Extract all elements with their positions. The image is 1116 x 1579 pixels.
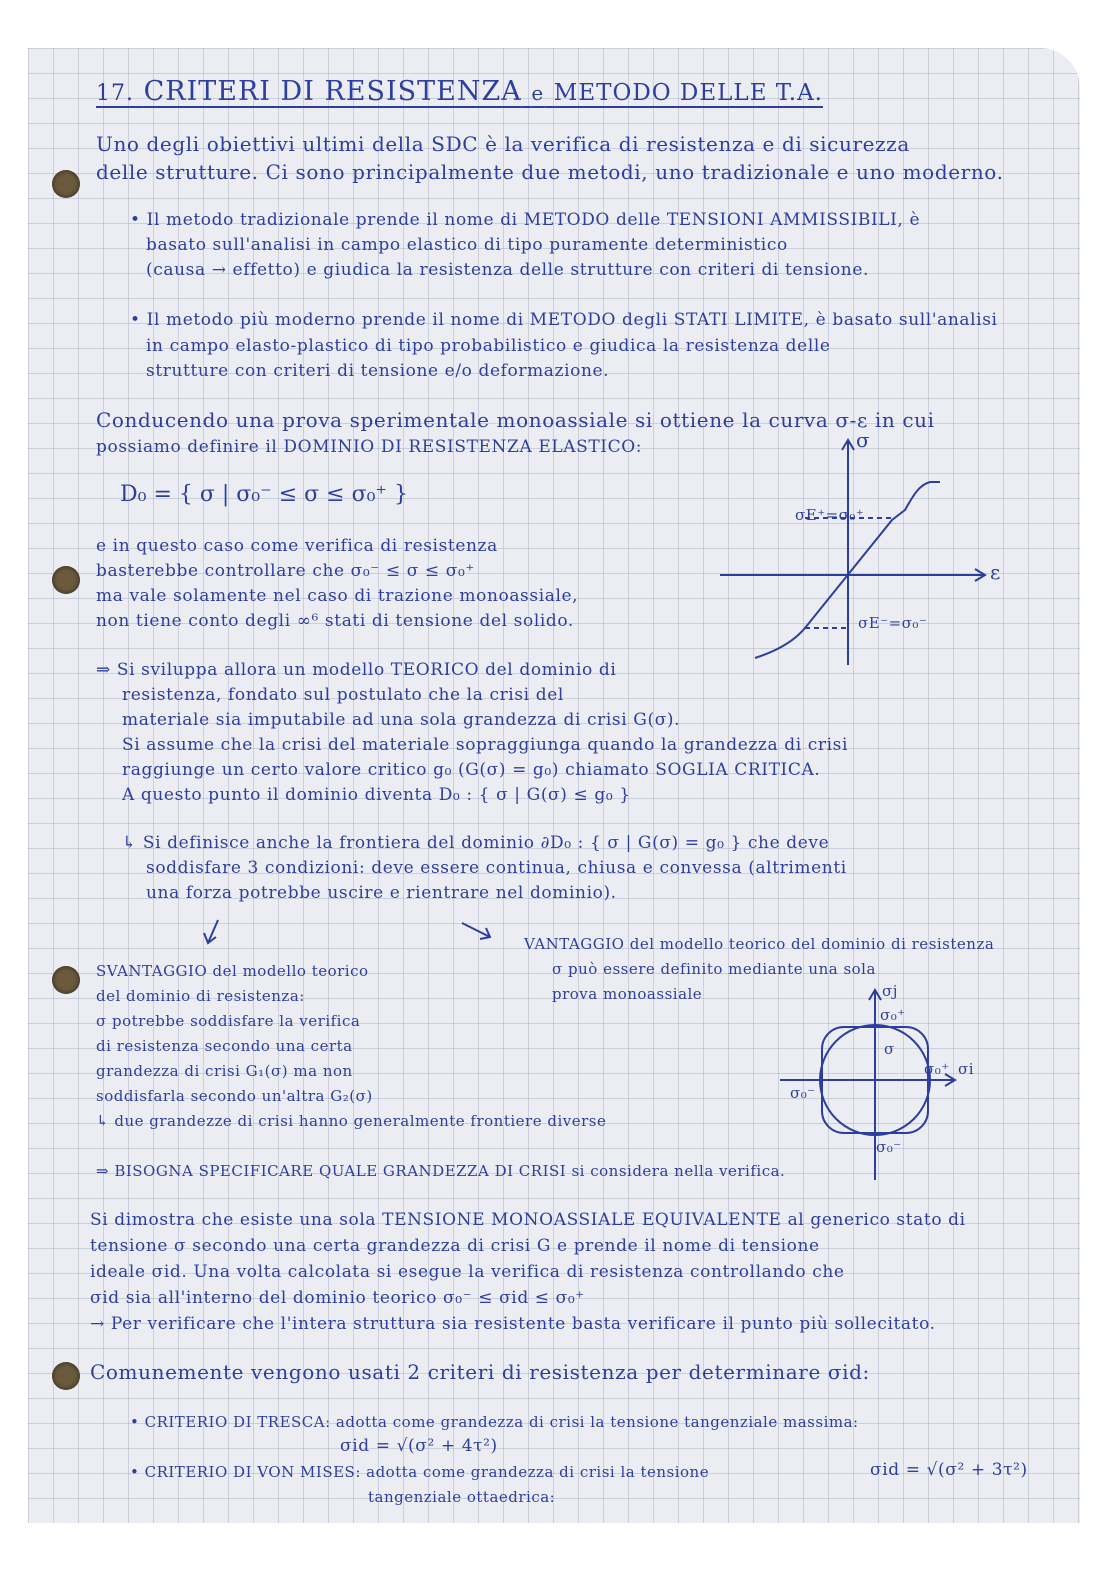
ideal-line-2: tensione σ secondo una certa grandezza di crisi G e prende il nome di tensione bbox=[90, 1236, 820, 1256]
traditional-line-1: • Il metodo tradizionale prende il nome di METODO delle TENSIONI AMMISSIBILI, è bbox=[130, 210, 921, 230]
test-line-3: e in questo caso come verifica di resistenza bbox=[96, 536, 498, 556]
criteria-intro: Comunemente vengono usati 2 criteri di resistenza per determinare σid: bbox=[90, 1360, 870, 1384]
svantaggio-line-5: grandezza di crisi G₁(σ) ma non bbox=[96, 1062, 353, 1080]
ideal-line-4: σid sia all'interno del dominio teorico σ₀⁻ ≤ σid ≤ σ₀⁺ bbox=[90, 1288, 585, 1308]
conclusion-line: ⇒ BISOGNA SPECIFICARE QUALE GRANDEZZA DI CRISI si considera nella verifica. bbox=[96, 1162, 786, 1180]
test-line-4: basterebbe controllare che σ₀⁻ ≤ σ ≤ σ₀⁺ bbox=[96, 561, 475, 581]
theory-line-4: Si assume che la crisi del materiale sopraggiunga quando la grandezza di crisi bbox=[122, 735, 848, 755]
binder-hole bbox=[52, 566, 80, 594]
title-criteri: CRITERI DI RESISTENZA bbox=[143, 76, 522, 107]
test-line-2: possiamo definire il DOMINIO DI RESISTENZA ELASTICO: bbox=[96, 437, 643, 457]
lower-yield-label: σE⁻=σ₀⁻ bbox=[858, 614, 928, 632]
right-threshold-label: σ₀⁺ bbox=[924, 1060, 950, 1078]
theory-line-7: ↳ Si definisce anche la frontiera del dominio ∂D₀ : { σ | G(σ) = g₀ } che deve bbox=[122, 833, 830, 853]
stress-strain-graph bbox=[720, 430, 1020, 670]
title-metodo: METODO DELLE T.A. bbox=[553, 80, 823, 106]
left-threshold-label: σ₀⁻ bbox=[790, 1084, 816, 1102]
mises-formula: σid = √(σ² + 3τ²) bbox=[870, 1460, 1028, 1480]
svantaggio-line-2: del dominio di resistenza: bbox=[96, 987, 305, 1005]
intro-line-2: delle strutture. Ci sono principalmente due metodi, uno tradizionale e uno moderno. bbox=[96, 160, 1004, 184]
domain-formula: D₀ = { σ | σ₀⁻ ≤ σ ≤ σ₀⁺ } bbox=[120, 482, 409, 507]
theory-line-1: ⇒ Si sviluppa allora un modello TEORICO del dominio di bbox=[96, 660, 617, 680]
sigma-i-label: σi bbox=[958, 1060, 975, 1078]
svantaggio-line-3: σ potrebbe soddisfare la verifica bbox=[96, 1012, 361, 1030]
center-sigma-label: σ bbox=[884, 1040, 895, 1058]
mises-line-2: tangenziale ottaedrica: bbox=[368, 1488, 556, 1506]
epsilon-axis-label: ε bbox=[990, 560, 1001, 584]
intro-line-1: Uno degli obiettivi ultimi della SDC è la verifica di resistenza e di sicurezza bbox=[96, 132, 910, 156]
svantaggio-line-7: ↳ due grandezze di crisi hanno generalmente frontiere diverse bbox=[96, 1112, 607, 1130]
theory-line-3: materiale sia imputabile ad una sola grandezza di crisi G(σ). bbox=[122, 710, 681, 730]
sigma-j-label: σj bbox=[882, 982, 898, 1000]
vantaggio-line-1: VANTAGGIO del modello teorico del dominio di resistenza bbox=[524, 935, 995, 953]
ideal-line-3: ideale σid. Una volta calcolata si esegue la verifica di resistenza controllando che bbox=[90, 1262, 845, 1282]
tresca-formula: σid = √(σ² + 4τ²) bbox=[340, 1436, 498, 1456]
theory-line-9: una forza potrebbe uscire e rientrare nel dominio). bbox=[146, 883, 617, 903]
modern-line-1: • Il metodo più moderno prende il nome di METODO degli STATI LIMITE, è basato sull'analisi bbox=[130, 310, 998, 330]
tresca-line: • CRITERIO DI TRESCA: adotta come grandezza di crisi la tensione tangenziale massima: bbox=[130, 1413, 859, 1431]
ideal-line-1: Si dimostra che esiste una sola TENSIONE MONOASSIALE EQUIVALENTE al generico stato di bbox=[90, 1210, 966, 1230]
vantaggio-line-3: prova monoassiale bbox=[552, 985, 703, 1003]
bottom-threshold-label: σ₀⁻ bbox=[876, 1138, 902, 1156]
binder-hole bbox=[52, 170, 80, 198]
test-line-6: non tiene conto degli ∞⁶ stati di tensione del solido. bbox=[96, 611, 574, 631]
test-line-5: ma vale solamente nel caso di trazione monoassiale, bbox=[96, 586, 579, 606]
title-connector: e bbox=[531, 81, 545, 105]
theory-line-2: resistenza, fondato sul postulato che la crisi del bbox=[122, 685, 564, 705]
modern-line-3: strutture con criteri di tensione e/o deformazione. bbox=[146, 361, 610, 381]
branch-arrows bbox=[200, 915, 500, 955]
traditional-line-3: (causa → effetto) e giudica la resistenza delle strutture con criteri di tensione. bbox=[146, 260, 870, 280]
modern-line-2: in campo elasto-plastico di tipo probabilistico e giudica la resistenza delle bbox=[146, 336, 831, 356]
page-title bbox=[96, 76, 823, 107]
binder-hole bbox=[52, 966, 80, 994]
theory-line-8: soddisfare 3 condizioni: deve essere continua, chiusa e convessa (altrimenti bbox=[146, 858, 847, 878]
top-threshold-label: σ₀⁺ bbox=[880, 1006, 906, 1024]
section-number: 17. bbox=[96, 81, 134, 106]
upper-yield-label: σE⁺=σ₀⁺ bbox=[795, 506, 865, 524]
theory-line-5: raggiunge un certo valore critico g₀ (G(σ) = g₀) chiamato SOGLIA CRITICA. bbox=[122, 760, 821, 780]
mises-line: • CRITERIO DI VON MISES: adotta come grandezza di crisi la tensione bbox=[130, 1463, 710, 1481]
sigma-axis-label: σ bbox=[856, 428, 871, 452]
test-line-1: Conducendo una prova sperimentale monoassiale si ottiene la curva σ-ε in cui bbox=[96, 408, 935, 432]
svantaggio-line-6: soddisfarla secondo un'altra G₂(σ) bbox=[96, 1087, 373, 1105]
vantaggio-line-2: σ può essere definito mediante una sola bbox=[552, 960, 876, 978]
binder-hole bbox=[52, 1362, 80, 1390]
ideal-line-5: → Per verificare che l'intera struttura sia resistente basta verificare il punto più sollecitato. bbox=[90, 1314, 936, 1334]
svantaggio-line-4: di resistenza secondo una certa bbox=[96, 1037, 353, 1055]
traditional-line-2: basato sull'analisi in campo elastico di tipo puramente deterministico bbox=[146, 235, 788, 255]
theory-line-6: A questo punto il dominio diventa D₀ : { σ | G(σ) ≤ g₀ } bbox=[122, 785, 631, 805]
svantaggio-line-1: SVANTAGGIO del modello teorico bbox=[96, 962, 369, 980]
